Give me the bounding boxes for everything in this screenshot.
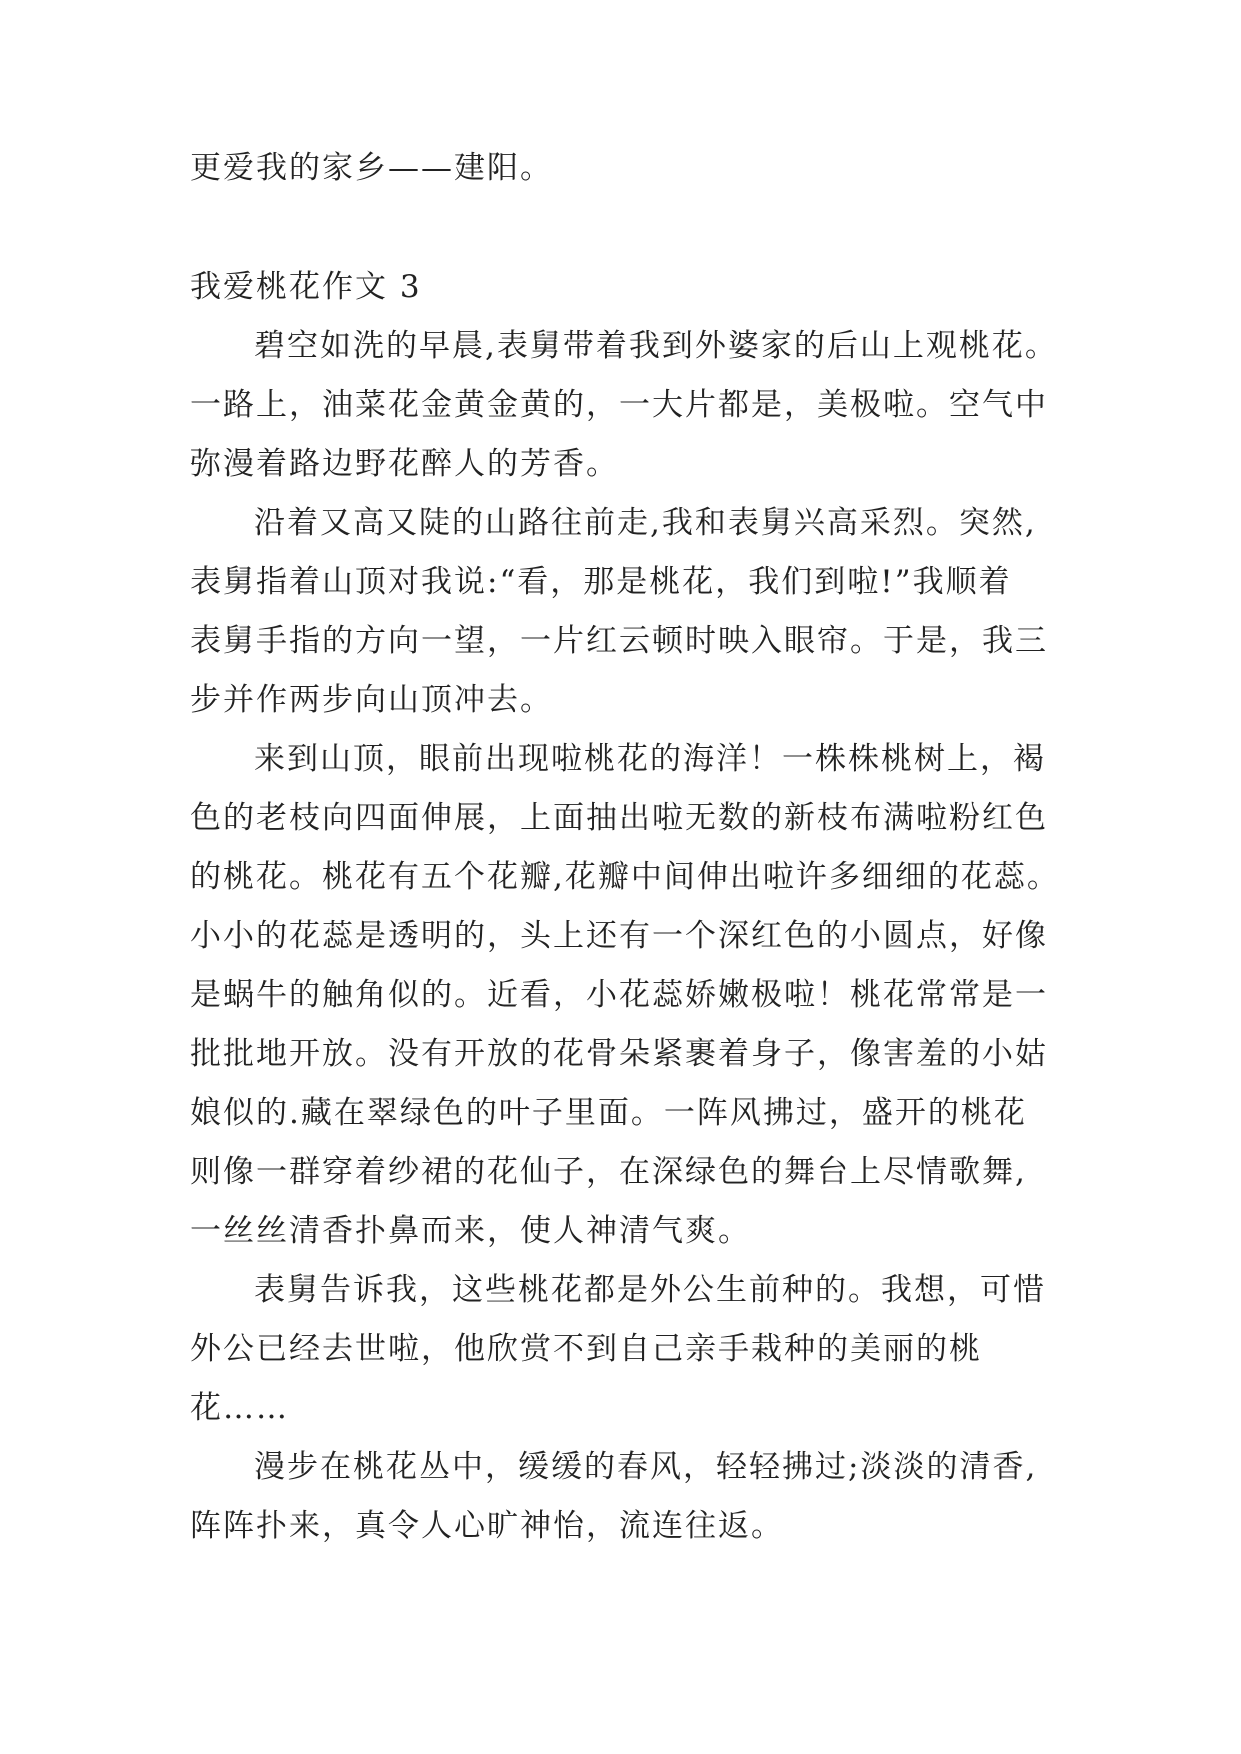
paragraph-2-line-1: 沿着又高又陡的山路往前走,我和表舅兴高采烈。突然, [254,505,1037,541]
paragraph-2-line-3: 表舅手指的方向一望，一片红云顿时映入眼帘。于是，我三 [190,623,1048,659]
paragraph-1-line-2: 一路上，油菜花金黄金黄的，一大片都是，美极啦。空气中 [190,387,1048,423]
paragraph-3-line-5: 是蜗牛的触角似的。近看，小花蕊娇嫩极啦！桃花常常是一 [190,977,1048,1013]
paragraph-2-line-4: 步并作两步向山顶冲去。 [190,682,553,718]
paragraph-3-line-4: 小小的花蕊是透明的，头上还有一个深红色的小圆点，好像 [190,918,1048,954]
paragraph-3-line-8: 则像一群穿着纱裙的花仙子，在深绿色的舞台上尽情歌舞, [190,1154,1027,1190]
paragraph-2-line-2: 表舅指着山顶对我说:“看，那是桃花，我们到啦!”我顺着 [190,564,1012,600]
paragraph-1-line-1: 碧空如洗的早晨,表舅带着我到外婆家的后山上观桃花。 [254,328,1058,364]
paragraph-3-line-2: 色的老枝向四面伸展，上面抽出啦无数的新枝布满啦粉红色 [190,800,1048,836]
essay-title: 我爱桃花作文 3 [190,269,422,305]
paragraph-4-line-3: 花…… [190,1390,289,1426]
paragraph-1-line-3: 弥漫着路边野花醉人的芳香。 [190,446,619,482]
paragraph-3-line-6: 批批地开放。没有开放的花骨朵紧裹着身子，像害羞的小姑 [190,1036,1048,1072]
paragraph-4-line-2: 外公已经去世啦，他欣赏不到自己亲手栽种的美丽的桃 [190,1331,982,1367]
paragraph-3-line-1: 来到山顶，眼前出现啦桃花的海洋！一株株桃树上，褐 [254,741,1046,777]
paragraph-3-line-9: 一丝丝清香扑鼻而来，使人神清气爽。 [190,1213,751,1249]
paragraph-4-line-1: 表舅告诉我，这些桃花都是外公生前种的。我想，可惜 [254,1272,1046,1308]
paragraph-3-line-7: 娘似的.藏在翠绿色的叶子里面。一阵风拂过，盛开的桃花 [190,1095,1027,1131]
paragraph-3-line-3: 的桃花。桃花有五个花瓣,花瓣中间伸出啦许多细细的花蕊。 [190,859,1060,895]
paragraph-5-line-2: 阵阵扑来，真令人心旷神怡，流连往返。 [190,1508,784,1544]
closing-line: 更爱我的家乡——建阳。 [190,150,553,186]
paragraph-5-line-1: 漫步在桃花丛中，缓缓的春风，轻轻拂过;淡淡的清香, [254,1449,1038,1485]
